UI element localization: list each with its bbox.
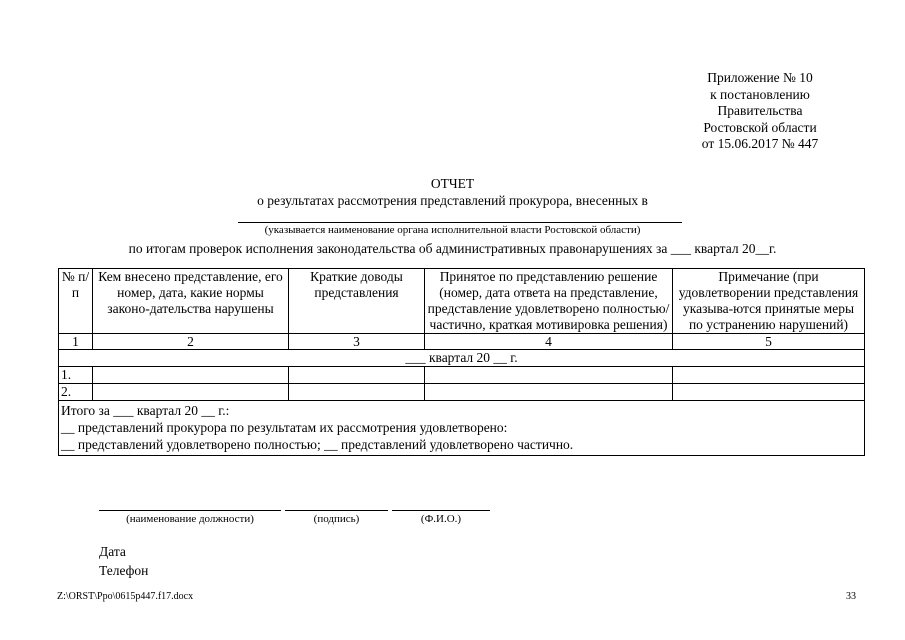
organ-name-hint: (указывается наименование органа исполнительной власти Ростовской области) [264,224,641,236]
report-table [58,268,865,456]
totals-row [59,401,865,456]
table-cell [93,367,289,384]
footer-file-path: Z:\ORST\Ppo\0615p447.f17.docx [57,591,194,602]
page-number: 33 [846,591,856,602]
name-signature-line [392,510,490,511]
name-label: (Ф.И.О.) [420,513,462,525]
table-cell [93,384,289,401]
date-label: Дата [99,544,126,559]
table-cell [425,384,673,401]
row-number: 2. [59,384,93,401]
table-cell [425,367,673,384]
position-label: (наименование должности) [126,513,254,525]
appendix-block [640,70,880,153]
table-row [59,367,865,384]
column-number: 5 [673,334,865,350]
organ-name-blank-line [238,222,682,223]
column-number: 1 [59,334,93,350]
header-arguments: Краткие доводы представления [289,269,425,334]
report-subtitle: о результатах рассмотрения представлений прокурора, внесенных в [257,193,648,208]
column-number: 4 [425,334,673,350]
report-title: ОТЧЕТ [430,176,475,191]
quarter-row [59,350,865,367]
table-header-row [59,269,865,334]
column-numbers-row [59,334,865,350]
appendix-line: Правительства [717,103,803,118]
row-number: 1. [59,367,93,384]
table-cell [673,384,865,401]
appendix-line: Приложение № 10 [707,70,813,85]
appendix-line: от 15.06.2017 № 447 [701,136,819,151]
quarter-label: ___ квартал 20 __ г. [59,350,865,367]
table-row [59,384,865,401]
totals-line: __ представлений прокурора по результатам их рассмотрения удовлетворено: [61,420,508,435]
appendix-line: к постановлению [710,86,810,102]
table-cell [289,384,425,401]
header-submitted-by: Кем внесено представление, его номер, дата, какие нормы законо-дательства нарушены [93,269,289,334]
header-decision: Принятое по представлению решение (номер, дата ответа на представление, представление удовлетворено полностью/частично, краткая мотивировка решения) [425,269,673,334]
signature-line [285,510,388,511]
header-num: № п/п [59,269,93,334]
appendix-line: Ростовской области [703,119,817,135]
totals-line: Итого за ___ квартал 20 __ г.: [61,403,230,418]
column-number: 2 [93,334,289,350]
header-note: Примечание (при удовлетворении представления указыва-ются принятые меры по устранению нарушений) [673,269,865,334]
table-cell [673,367,865,384]
totals-cell [59,401,865,456]
signature-label: (подпись) [313,513,360,525]
report-period-line: по итогам проверок исполнения законодательства об административных правонарушениях за ___ квартал 20__г. [128,241,777,256]
phone-label: Телефон [99,563,149,578]
table-cell [289,367,425,384]
totals-line: __ представлений удовлетворено полностью; __ представлений удовлетворено частично. [61,437,574,452]
column-number: 3 [289,334,425,350]
position-signature-line [99,510,281,511]
